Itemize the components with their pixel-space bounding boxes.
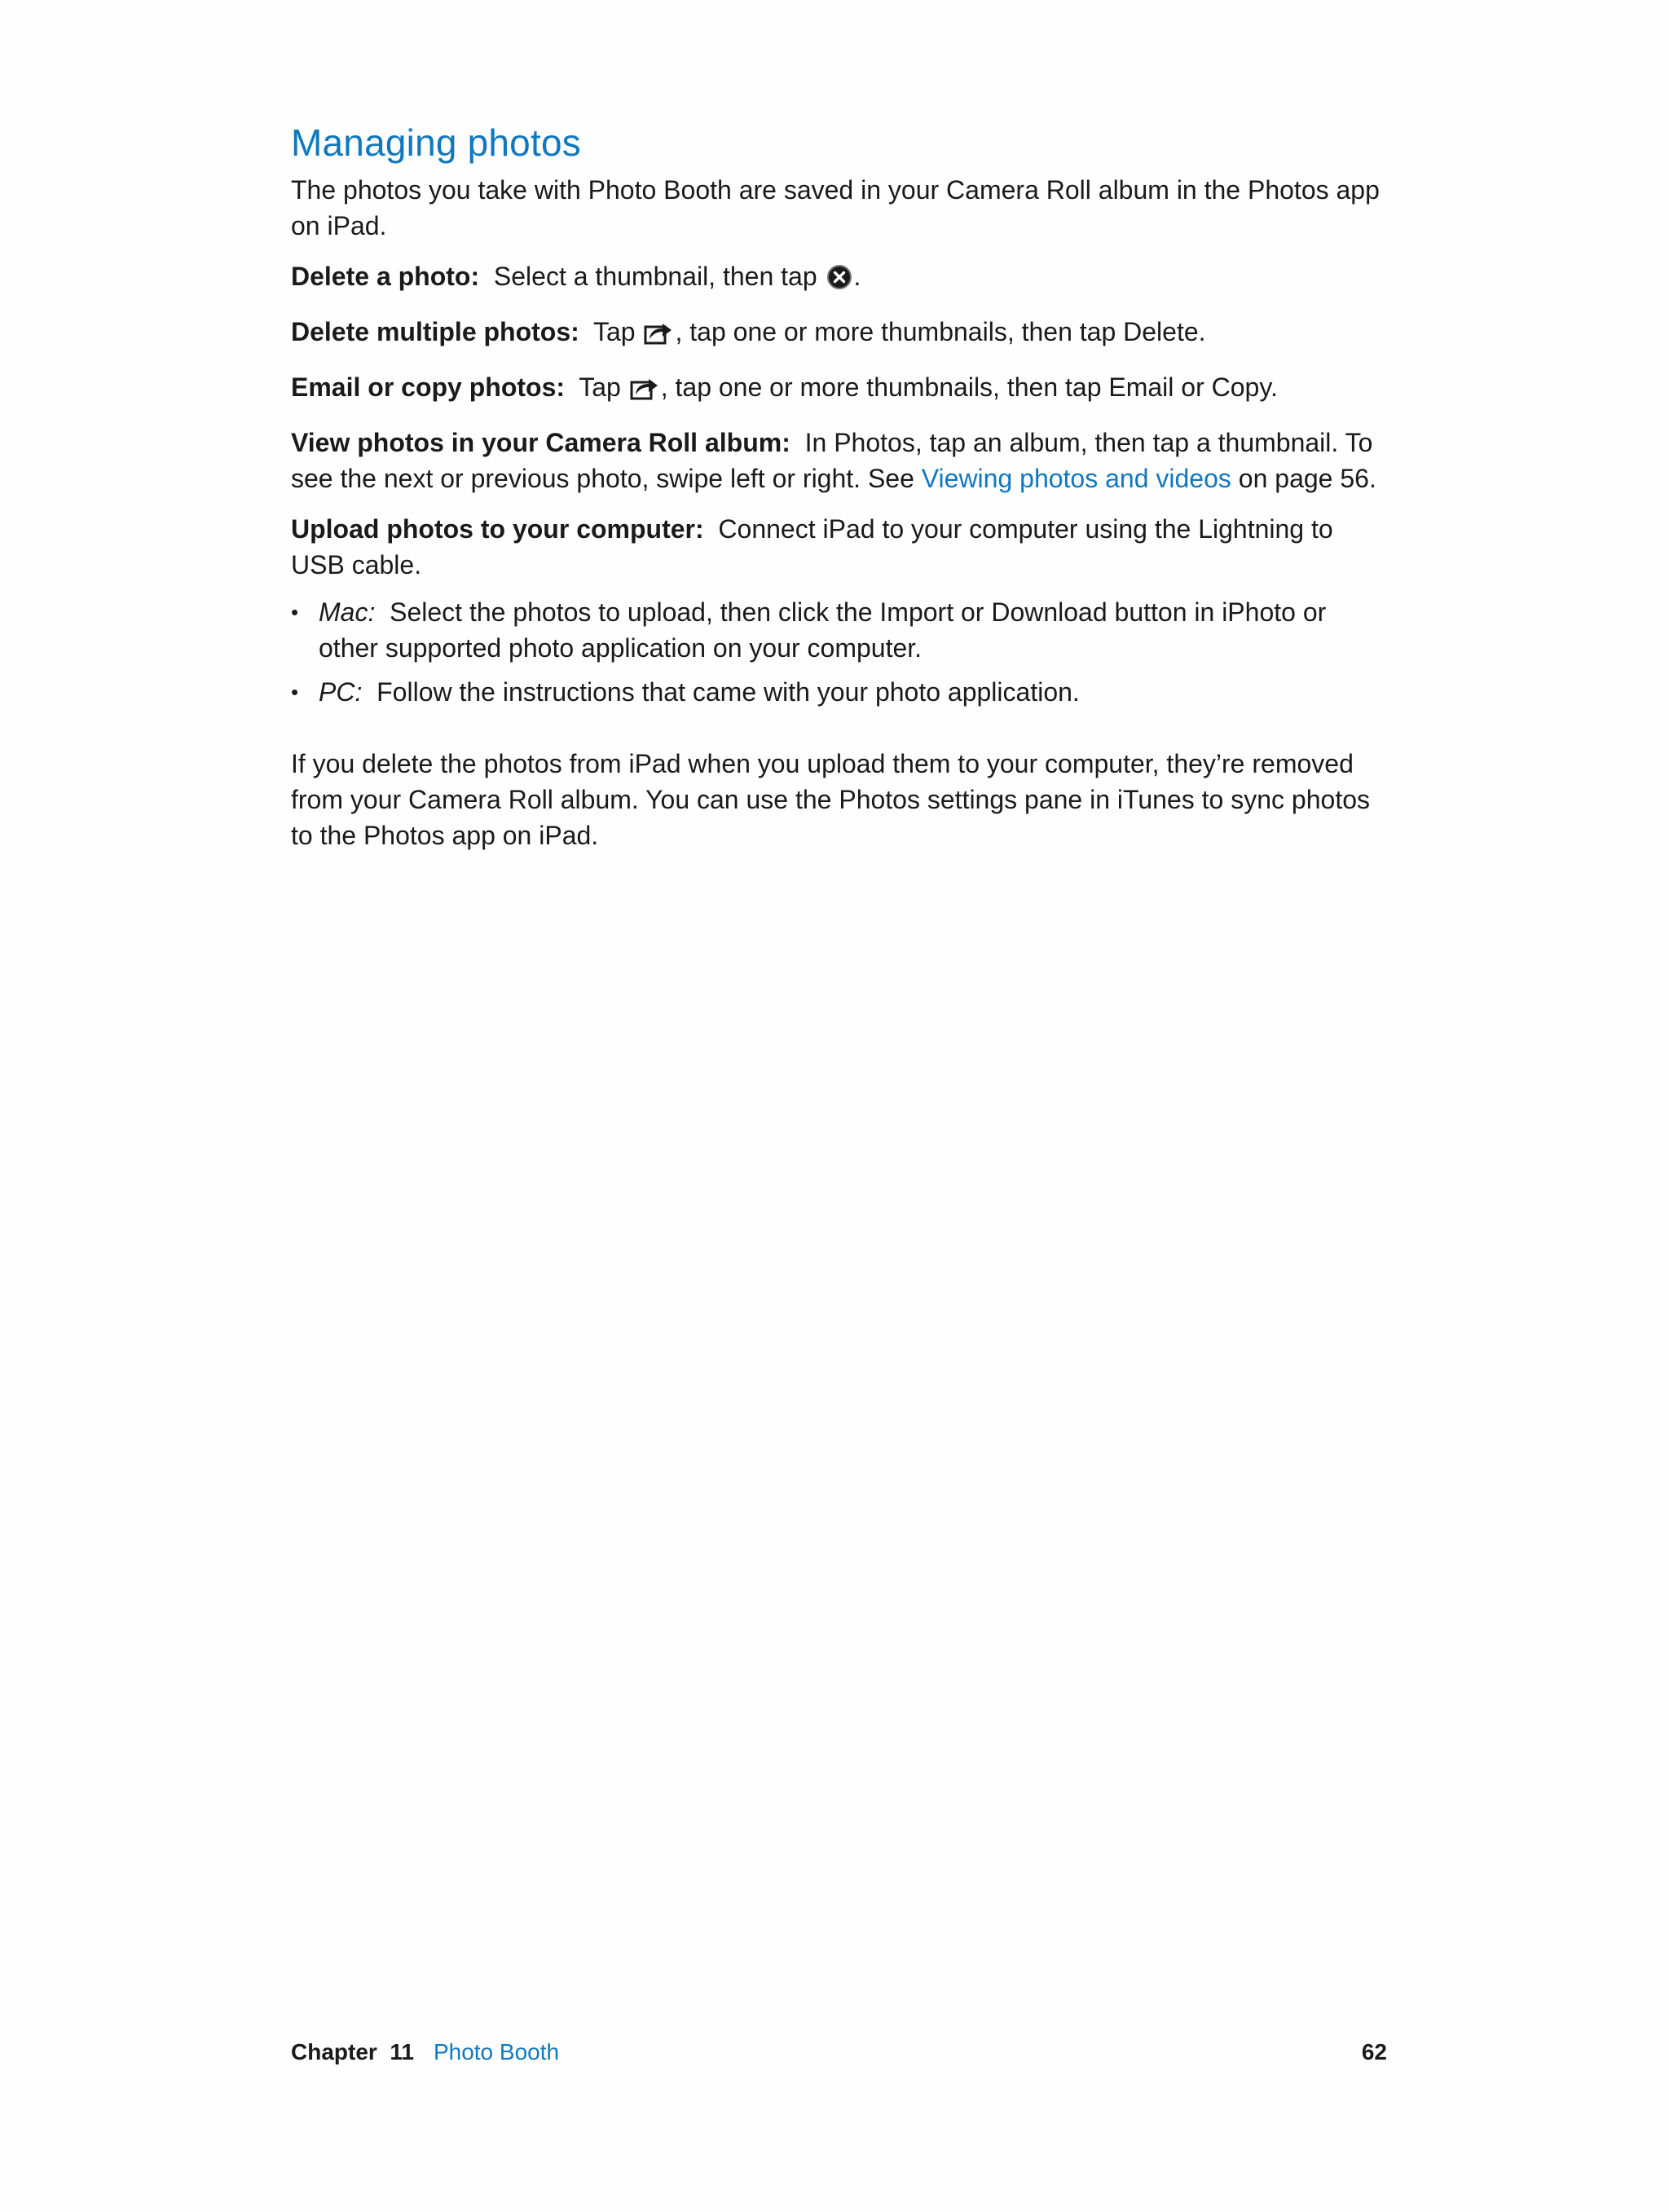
- item-term: Email or copy photos:: [291, 372, 566, 402]
- item-term: View photos in your Camera Roll album:: [291, 427, 790, 457]
- page-content: [291, 122, 1383, 853]
- list-item: [291, 674, 1383, 710]
- bullet-text: Select the photos to upload, then click the Import or Download button in iPhoto or other supported photo application on your computer.: [319, 597, 1327, 663]
- item-text: Tap: [593, 316, 636, 346]
- item-text: Select a thumbnail, then tap: [493, 261, 817, 291]
- delete-circle-icon: [826, 263, 852, 299]
- bullet-term: PC:: [319, 676, 363, 707]
- item-text: Connect iPad to your computer using the Lightning to USB cable.: [291, 513, 1333, 579]
- section-intro: The photos you take with Photo Booth are saved in your Camera Roll album in the Photos app on iPad.: [291, 174, 1380, 240]
- item-text: Tap: [579, 372, 621, 402]
- section-heading: Managing photos: [291, 121, 581, 164]
- item-text-end: , tap one or more thumbnails, then tap Delete.: [675, 316, 1206, 346]
- share-action-icon: [644, 319, 673, 355]
- bullet-term: Mac:: [319, 597, 376, 627]
- page-footer: [291, 2036, 1387, 2069]
- item-term: Delete multiple photos:: [291, 316, 579, 346]
- chapter-label: Chapter 11: [291, 2039, 414, 2064]
- item-text-end: , tap one or more thumbnails, then tap Email or Copy.: [660, 372, 1278, 402]
- closing-paragraph: If you delete the photos from iPad when you upload them to your computer, they’re removed from your Camera Roll album. You can use the Photos settings pane in iTunes to sync photos to the Photos app on iPad.: [291, 748, 1370, 850]
- chapter-title-link[interactable]: Photo Booth: [433, 2039, 560, 2064]
- upload-bullet-list: [291, 594, 1383, 710]
- viewing-photos-link[interactable]: Viewing photos and videos: [921, 463, 1231, 493]
- item-delete-photo: [291, 258, 1383, 299]
- item-delete-multiple: [291, 314, 1383, 355]
- item-upload-photos: [291, 511, 1383, 583]
- page-number: 62: [1361, 2039, 1387, 2064]
- bullet-mark: •: [291, 679, 299, 704]
- bullet-mark: •: [291, 599, 299, 624]
- item-view-photos: [291, 425, 1383, 496]
- item-text-end: .: [853, 261, 861, 291]
- item-email-copy: [291, 369, 1383, 410]
- list-item: [291, 594, 1383, 666]
- item-text: In Photos, tap an album, then tap a thumbnail. To see the next or previous photo, swipe left or right. See: [291, 427, 1373, 493]
- item-term: Delete a photo:: [291, 261, 480, 291]
- item-term: Upload photos to your computer:: [291, 513, 704, 544]
- item-text-end: on page 56.: [1238, 463, 1376, 493]
- bullet-text: Follow the instructions that came with your photo application.: [377, 676, 1080, 707]
- share-action-icon: [630, 374, 659, 410]
